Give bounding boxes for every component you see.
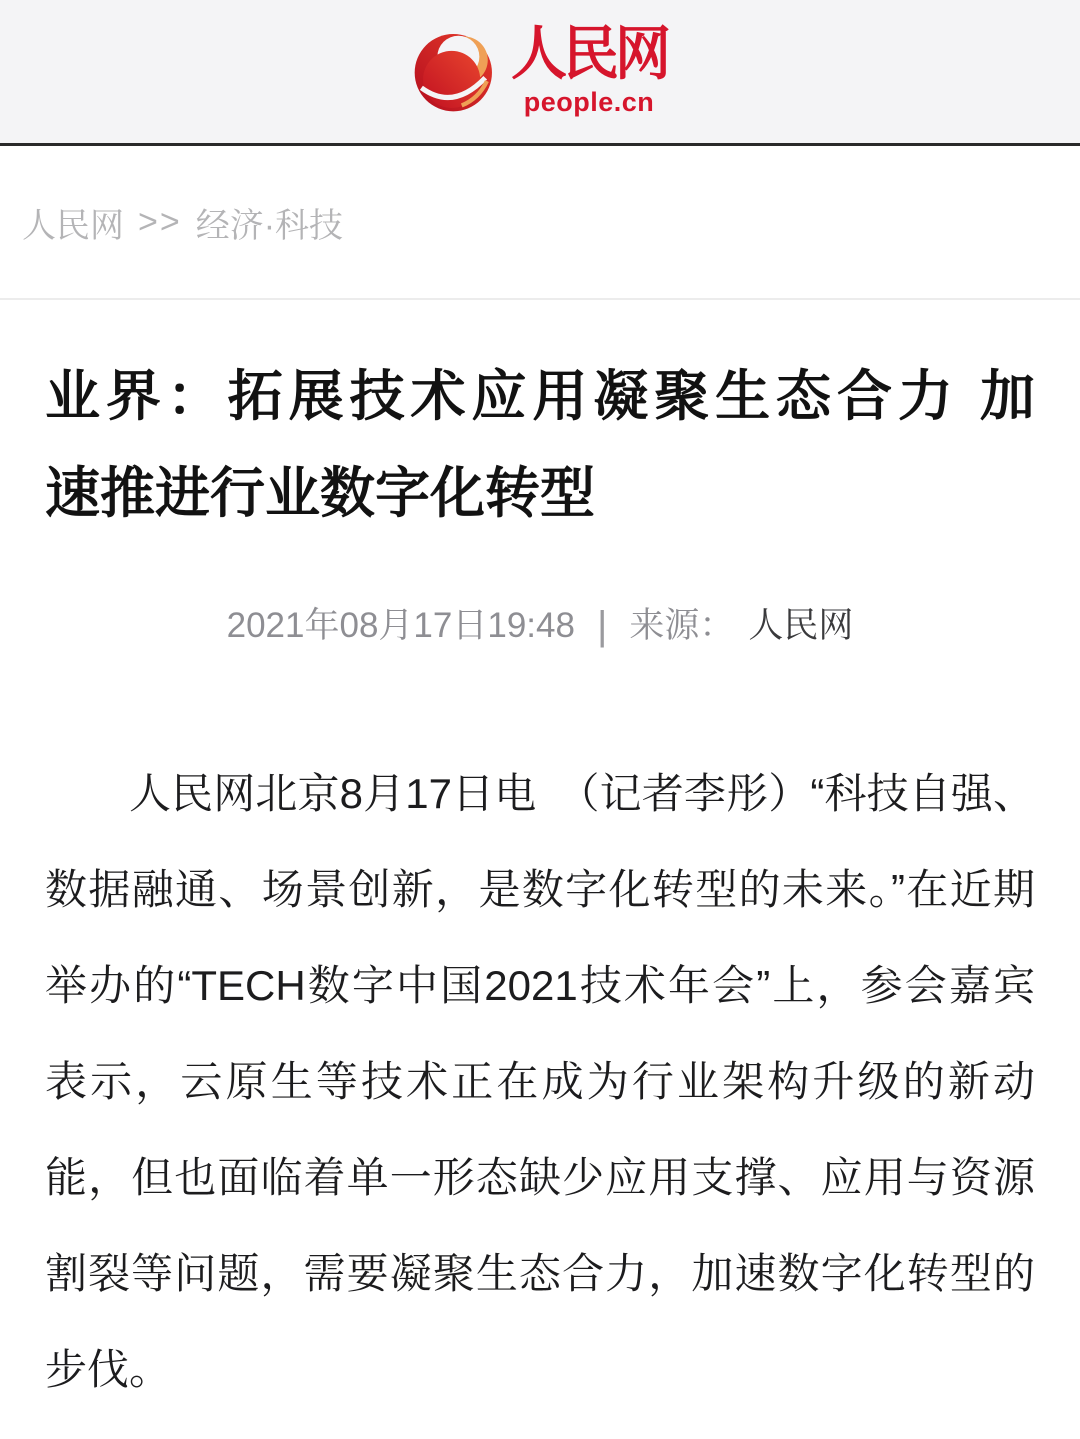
article-paragraph: 人民网北京8月17日电 （记者李彤）“科技自强、数据融通、场景创新，是数字化转型的未来。”在近期举办的“TECH数字中国2021技术年会”上，参会嘉宾表示，云原生等技术正在成为行业架构升级的新动能，但也面临着单一形态缺少应用支撑、应用与资源割裂等问题，需要凝聚生态合力，加速数字化转型的步伐。 [45,770,1035,1393]
article-title-line: 业界：拓展技术应用凝聚生态合力 加 [45,365,1035,427]
breadcrumb-site-link[interactable]: 人民网 [22,206,124,245]
logo-domain: people.cn [523,86,655,117]
article-meta [45,602,1035,650]
breadcrumb [0,146,1080,300]
breadcrumb-separator: >> [138,202,182,241]
meta-separator: | [596,604,608,648]
logo-text [511,20,667,118]
article-title [45,348,1035,542]
article-title-line: 速推进行业数字化转型 [45,462,596,524]
article-datetime: 2021年08月17日19:48 [226,606,575,645]
source-link[interactable]: 人民网 [748,606,854,645]
site-header [0,0,1080,146]
article [0,348,1080,1418]
logo-wordmark: 人民网 [511,20,667,87]
source-label: 来源： [629,606,735,645]
breadcrumb-section-link[interactable]: 经济·科技 [195,206,344,245]
site-logo[interactable] [413,20,667,118]
people-cn-swirl-icon [413,27,497,115]
